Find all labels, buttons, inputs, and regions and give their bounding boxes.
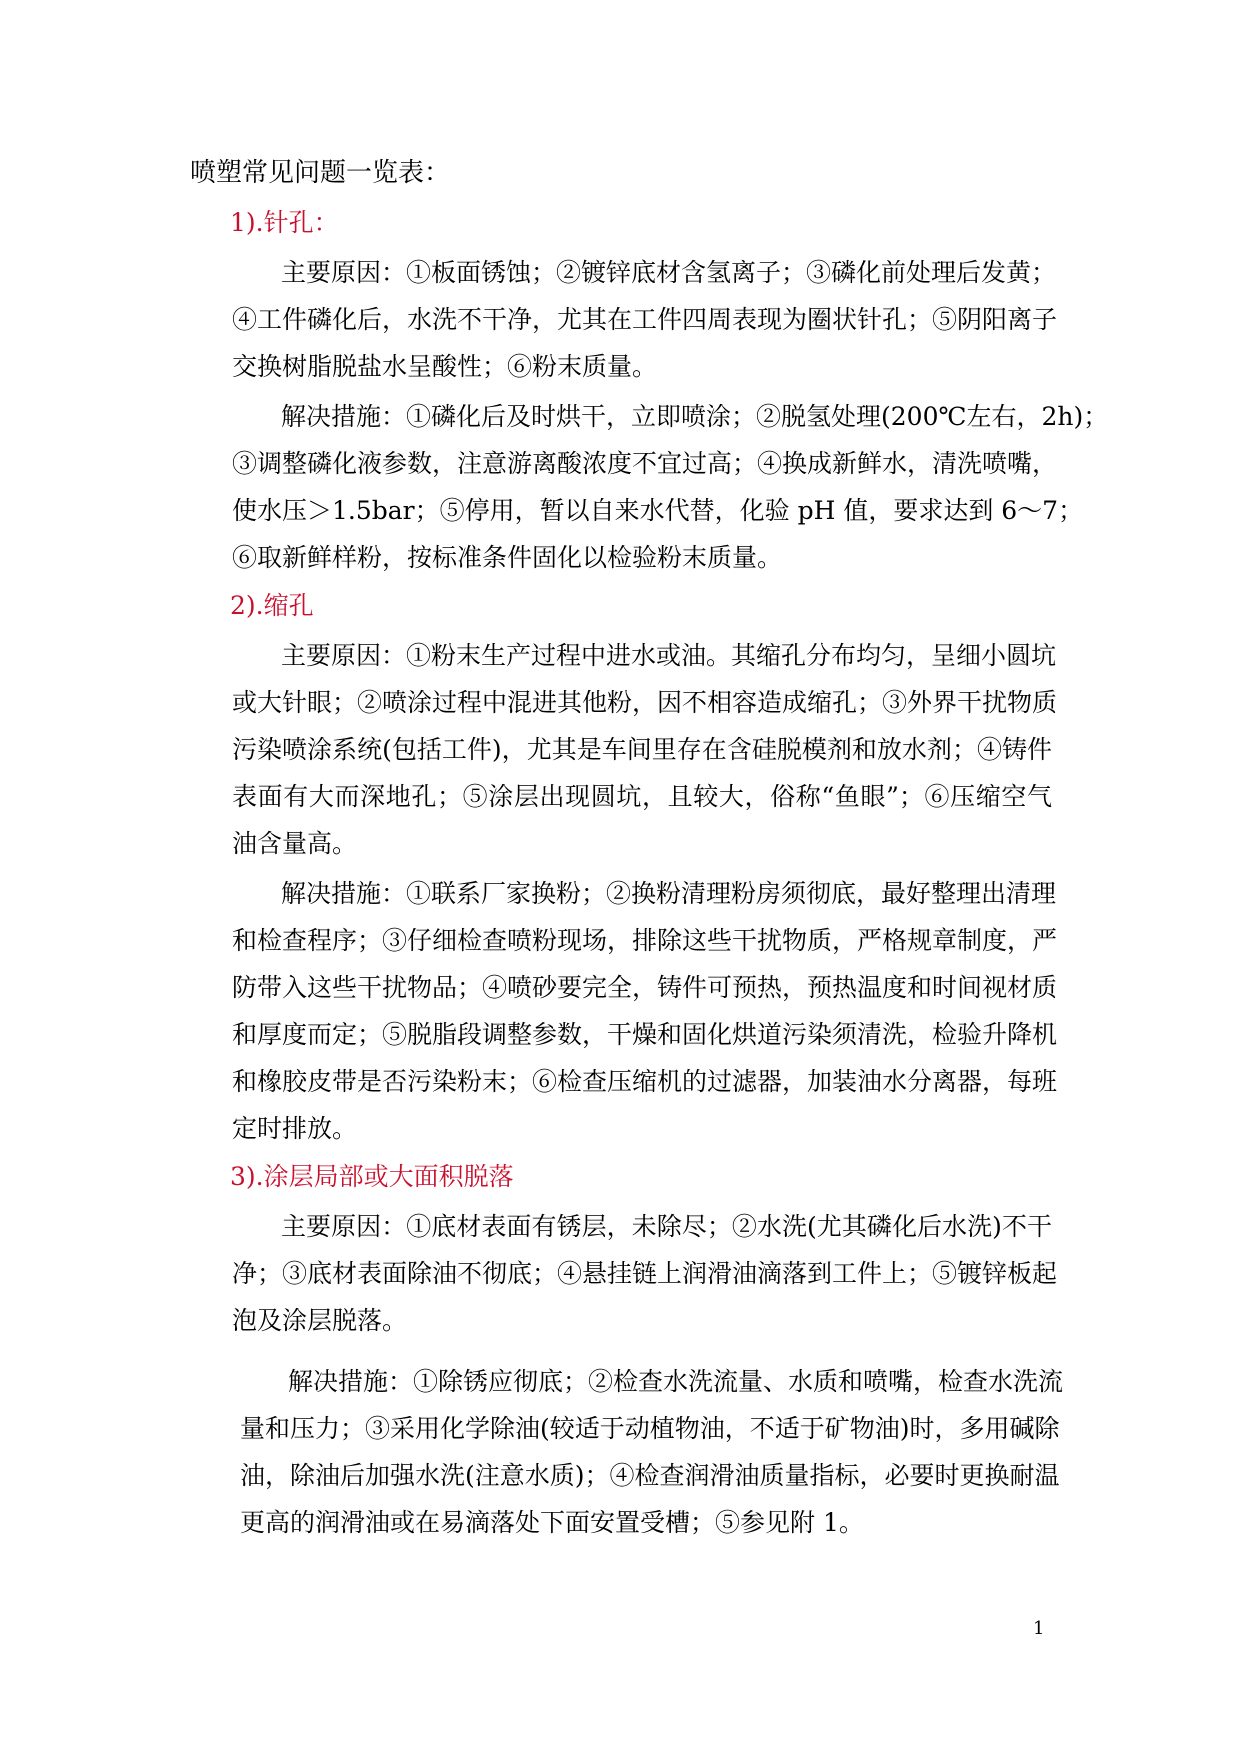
paragraph-line: 解决措施：①磷化后及时烘干，立即喷涂；②脱氢处理(200℃左右，2h)；: [281, 402, 1109, 431]
paragraph-line: 更高的润滑油或在易滴落处下面安置受槽；⑤参见附 1。: [240, 1508, 864, 1537]
paragraph-line: 或大针眼；②喷涂过程中混进其他粉，因不相容造成缩孔；③外界干扰物质: [232, 688, 1058, 717]
paragraph-line: 量和压力；③采用化学除油(较适于动植物油，不适于矿物油)时，多用碱除: [240, 1414, 1060, 1443]
paragraph-line: ④工件磷化后，水洗不干净，尤其在工件四周表现为圈状针孔；⑤阴阳离子: [232, 305, 1058, 334]
paragraph-line: 油含量高。: [232, 829, 358, 858]
paragraph-line: 交换树脂脱盐水呈酸性；⑥粉末质量。: [232, 352, 658, 381]
paragraph-line: 净；③底材表面除油不彻底；④悬挂链上润滑油滴落到工件上；⑤镀锌板起: [232, 1259, 1058, 1288]
paragraph-line: 油，除油后加强水洗(注意水质)；④检查润滑油质量指标，必要时更换耐温: [240, 1461, 1060, 1490]
paragraph-line: 污染喷涂系统(包括工件)，尤其是车间里存在含硅脱模剂和放水剂；④铸件: [232, 735, 1052, 764]
paragraph-line: 和橡胶皮带是否污染粉末；⑥检查压缩机的过滤器，加装油水分离器，每班: [232, 1067, 1058, 1096]
paragraph-line: ⑥取新鲜样粉，按标准条件固化以检验粉末质量。: [232, 543, 783, 572]
paragraph-line: 表面有大而深地孔；⑤涂层出现圆坑，且较大，俗称“鱼眼”；⑥压缩空气: [232, 782, 1052, 811]
page-number: 1: [1033, 1618, 1045, 1639]
paragraph-line: 防带入这些干扰物品；④喷砂要完全，铸件可预热，预热温度和时间视材质: [232, 973, 1058, 1002]
paragraph-line: 主要原因：①粉末生产过程中进水或油。其缩孔分布均匀，呈细小圆坑: [281, 641, 1057, 670]
paragraph-line: 解决措施：①除锈应彻底；②检查水洗流量、水质和喷嘴，检查水洗流: [288, 1367, 1064, 1396]
paragraph-line: 解决措施：①联系厂家换粉；②换粉清理粉房须彻底，最好整理出清理: [281, 879, 1057, 908]
section-heading-shrinkage: 2).缩孔: [230, 591, 314, 620]
paragraph-line: ③调整磷化液参数，注意游离酸浓度不宜过高；④换成新鲜水，清洗喷嘴，: [232, 449, 1058, 478]
page-title: 喷塑常见问题一览表：: [190, 158, 451, 188]
paragraph-line: 主要原因：①底材表面有锈层，未除尽；②水洗(尤其磷化后水洗)不干: [281, 1212, 1052, 1241]
paragraph-line: 使水压＞1.5bar；⑤停用，暂以自来水代替，化验 pH 值，要求达到 6～7；: [232, 496, 1084, 525]
paragraph-line: 定时排放。: [232, 1114, 358, 1143]
section-heading-pinholes: 1).针孔：: [230, 208, 339, 237]
paragraph-line: 和厚度而定；⑤脱脂段调整参数，干燥和固化烘道污染须清洗，检验升降机: [232, 1020, 1058, 1049]
paragraph-line: 主要原因：①板面锈蚀；②镀锌底材含氢离子；③磷化前处理后发黄；: [281, 258, 1057, 287]
section-heading-peeling: 3).涂层局部或大面积脱落: [230, 1162, 514, 1191]
paragraph-line: 和检查程序；③仔细检查喷粉现场，排除这些干扰物质，严格规章制度，严: [232, 926, 1058, 955]
paragraph-line: 泡及涂层脱落。: [232, 1306, 408, 1335]
